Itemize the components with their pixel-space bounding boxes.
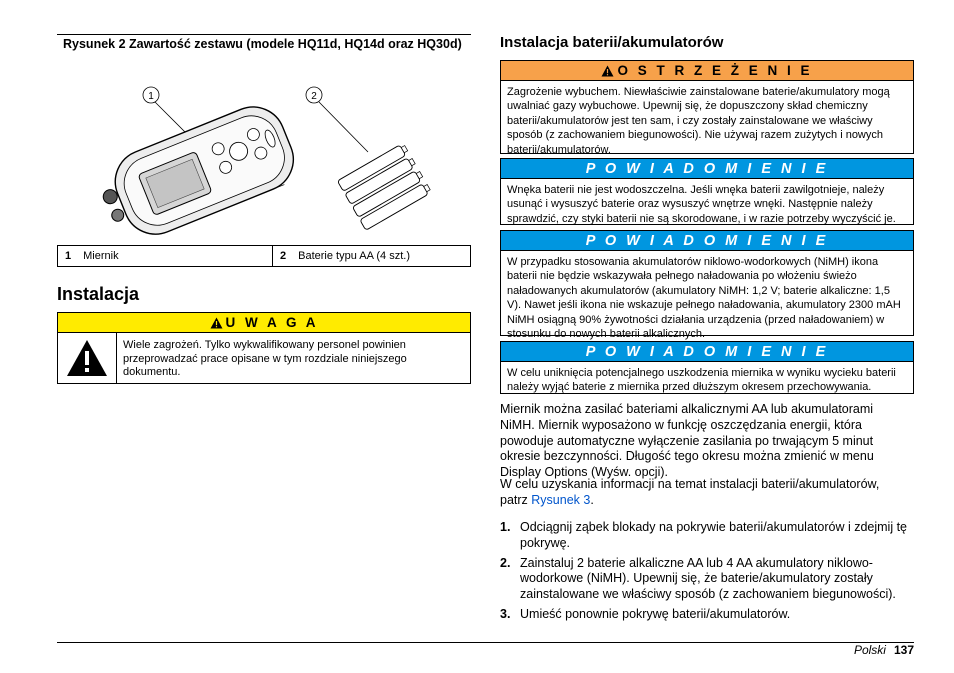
caution-box (57, 312, 471, 384)
figure-caption: Rysunek 2 Zawartość zestawu (modele HQ11d, HQ14d oraz HQ30d) (63, 37, 462, 51)
callout-2 (306, 87, 368, 152)
parts-cell-1 (58, 246, 273, 266)
caution-icon-cell (58, 333, 117, 383)
footer-language: Polski (853, 643, 886, 657)
step-number: 1. (500, 520, 511, 534)
warning-triangle-icon (601, 65, 614, 77)
notice-banner: P O W I A D O M I E N I E (501, 231, 913, 251)
footer (854, 643, 914, 657)
parts-label: Miernik (83, 250, 119, 262)
svg-text:2: 2 (311, 91, 317, 102)
step-item (500, 556, 910, 603)
step-text: Odciągnij ząbek blokady na pokrywie baterii/akumulatorów i zdejmij tę pokrywę. (520, 520, 907, 550)
paragraph-power: Miernik można zasilać bateriami alkalicznymi AA lub akumulatorami NiMH. Miernik wyposażono w funkcję oszczędzania energii, która powoduje automatyczne wyłączenie zasilania po trwającym 5 minut okresie bezczynności. Długość tego okresu można zmienić w menu Display Options (Wyśw. opcji). (500, 402, 874, 480)
notice-text: W celu uniknięcia potencjalnego uszkodzenia miernika w wyniku wycieku baterii należy wyjąć baterie z miernika przed dłuższym okresem przechowywania. (507, 367, 896, 394)
step-number: 2. (500, 555, 511, 570)
figure-kit-contents (63, 80, 471, 240)
notice-box-3 (500, 341, 914, 394)
reference-end: . (590, 492, 594, 507)
large-warning-triangle-icon (66, 339, 108, 377)
warning-triangle-icon (210, 317, 223, 329)
figure-3-link[interactable]: Rysunek 3 (531, 492, 591, 507)
warning-box (500, 60, 914, 154)
parts-num: 1 (65, 250, 72, 262)
step-item (500, 607, 910, 623)
parts-label: Baterie typu AA (4 szt.) (298, 250, 411, 262)
warning-label: O S T R Z E Ż E N I E (617, 63, 813, 78)
section-title-installation: Instalacja (57, 284, 140, 304)
step-item (500, 520, 910, 552)
caution-label: U W A G A (225, 315, 319, 330)
batteries-icon (337, 143, 431, 230)
parts-table (57, 245, 471, 267)
notice-box-2 (500, 230, 914, 341)
parts-num: 2 (280, 250, 287, 262)
notice-box-1 (500, 158, 914, 225)
step-text: Zainstaluj 2 baterie alkaliczne AA lub 4 AA akumulatory niklowo-wodorkowe (NiMH). Upewnij się, że baterie/akumulatory zostały zainstalowane we właściwy sposób (z zachowaniem biegunowości). (520, 555, 896, 602)
step-number: 3. (500, 606, 511, 621)
notice-banner: P O W I A D O M I E N I E (501, 159, 913, 179)
kit-illustration (63, 80, 471, 240)
footer-rule (57, 642, 914, 643)
reference-text: W celu uzyskania informacji na temat instalacji baterii/akumulatorów, patrz (500, 477, 880, 507)
warning-banner (501, 61, 913, 81)
warning-text: Zagrożenie wybuchem. Niewłaściwie zainstalowane baterie/akumulatory mogą uwalniać gazy wybuchowe. Upewnij się, że dopuszczony skład chemiczny baterii/akumulatorów jest ten sam, i czy zostały zainstalowane we właściwy sposób (z zachowaniem biegunowości). Nie używaj razem zużytych i nowych baterii/akumulatorów. (507, 86, 890, 156)
section-title-battery-install: Instalacja baterii/akumulatorów (500, 34, 724, 51)
paragraph-reference (500, 477, 900, 509)
callout-1 (143, 87, 191, 138)
caution-banner (58, 313, 470, 333)
parts-cell-2 (273, 246, 470, 266)
meter-icon (92, 97, 303, 240)
top-rule-left (57, 34, 471, 35)
notice-banner: P O W I A D O M I E N I E (501, 342, 913, 362)
notice-text: W przypadku stosowania akumulatorów niklowo-wodorkowych (NiMH) ikona baterii nie będzie wskazywała pełnego naładowania po włożeniu świeżo naładowanych akumulatorów (akumulatory NiMH: 1,2 V; baterie alkaliczne: 1,5 V). Nawet jeśli ikona nie wskazuje pełnego naładowania, akumulatory 2300 mAH NiMH osiągną 90% żywotności działania urządzenia (przed naładowaniem) w stosunku do nowych baterii alkalicznych. (507, 256, 901, 341)
steps-list (500, 520, 910, 627)
svg-text:1: 1 (148, 91, 154, 102)
step-text: Umieść ponownie pokrywę baterii/akumulatorów. (520, 606, 791, 621)
caution-text: Wiele zagrożeń. Tylko wykwalifikowany personel powinien przeprowadzać prace opisane w tym rozdziale niniejszego dokumentu. (123, 339, 407, 378)
page-number: 137 (893, 643, 914, 657)
notice-text: Wnęka baterii nie jest wodoszczelna. Jeśli wnęka baterii zawilgotnieje, należy usunąć i wysuszyć baterie oraz wysuszyć wnętrze wnęki. Następnie należy sprawdzić, czy styki baterii nie są skorodowane, i w razie potrzeby wyczyścić je. (507, 184, 896, 225)
